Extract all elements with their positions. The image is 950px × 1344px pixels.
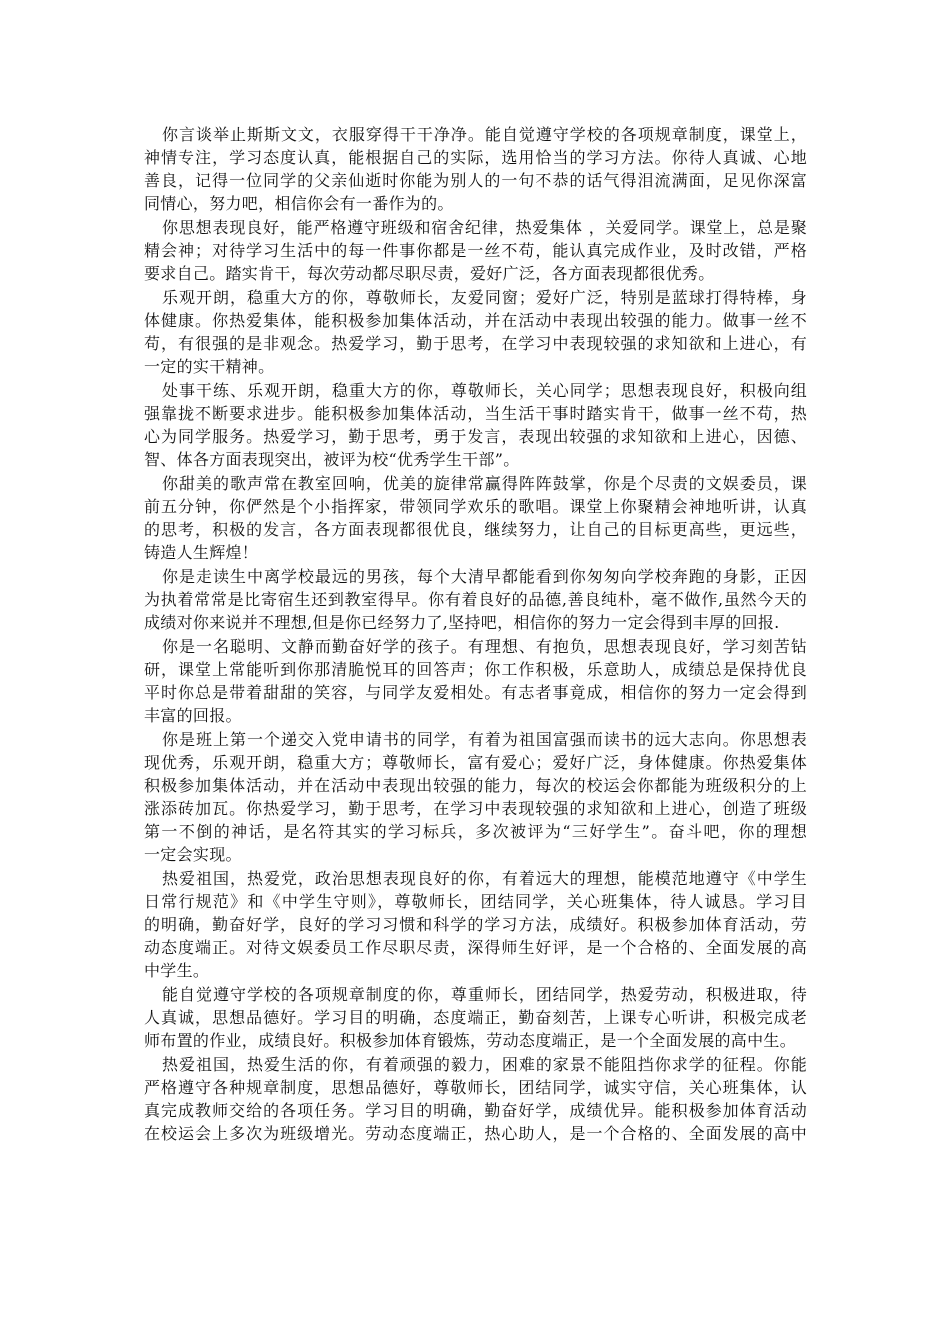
paragraph-line: 处事干练、乐观开朗，稳重大方的你，尊敬师长，关心同学；思想表现良好，积极向组	[162, 381, 807, 400]
paragraph-line: 你是一名聪明、文静而勤奋好学的孩子。有理想、有抱负，思想表现良好，学习刻苦钻	[162, 637, 807, 656]
paragraph-line: 成绩对你来说并不理想,但是你已经努力了,坚持吧，相信你的努力一定会得到丰厚的回报.	[144, 613, 780, 632]
comment-paragraph	[144, 379, 807, 471]
comment-paragraph	[144, 635, 807, 727]
paragraph-line: 你甜美的歌声常在教室回响，优美的旋律常赢得阵阵鼓掌，你是个尽责的文娱委员，课	[162, 474, 807, 493]
comment-paragraph	[144, 1053, 807, 1145]
comment-paragraph	[144, 216, 807, 285]
paragraph-line: 在校运会上多次为班级增光。劳动态度端正，热心助人，是一个合格的、全面发展的高中	[144, 1124, 807, 1143]
comment-paragraph	[144, 983, 807, 1052]
paragraph-line: 一定会实现。	[144, 845, 242, 864]
paragraph-line: 能自觉遵守学校的各项规章制度的你，尊重师长，团结同学，热爱劳动，积极进取，待	[162, 985, 807, 1004]
paragraph-line: 体健康。你热爱集体，能积极参加集体活动，并在活动中表现出较强的能力。做事一丝不	[144, 311, 807, 330]
paragraph-line: 的思考，积极的发言，各方面表现都很优良，继续努力，让自己的目标更高些，更远些，	[144, 520, 807, 539]
paragraph-line: 同情心，努力吧，相信你会有一番作为的。	[144, 194, 454, 213]
paragraph-line: 铸造人生辉煌！	[144, 543, 259, 562]
paragraph-line: 中学生。	[144, 961, 210, 980]
paragraph-line: 热爱祖国，热爱生活的你，有着顽强的毅力，困难的家景不能阻挡你求学的征程。你能	[162, 1055, 807, 1074]
paragraph-line: 真完成教师交给的各项任务。学习目的明确，勤奋好学，成绩优异。能积极参加体育活动	[144, 1101, 807, 1120]
comment-paragraph	[144, 472, 807, 564]
paragraph-line: 丰富的回报。	[144, 706, 242, 725]
comment-paragraph	[144, 123, 807, 215]
paragraph-line: 动态度端正。对待文娱委员工作尽职尽责，深得师生好评，是一个合格的、全面发展的高	[144, 938, 807, 957]
comment-paragraph	[144, 286, 807, 378]
paragraph-line: 你言谈举止斯斯文文，衣服穿得干干净净。能自觉遵守学校的各项规章制度，课堂上，	[162, 125, 807, 144]
paragraph-line: 涨添砖加瓦。你热爱学习，勤于思考，在学习中表现较强的求知欲和上进心，创造了班级	[144, 799, 807, 818]
paragraph-line: 善良，记得一位同学的父亲仙逝时你能为别人的一句不恭的话气得泪流满面，足见你深富	[144, 171, 807, 190]
paragraph-line: 前五分钟，你俨然是个小指挥家，带领同学欢乐的歌唱。课堂上你聚精会神地听讲，认真	[144, 497, 807, 516]
paragraph-line: 人真诚，思想品德好。学习目的明确，态度端正，勤奋刻苦，上课专心听讲，积极完成老	[144, 1008, 807, 1027]
paragraph-line: 平时你总是带着甜甜的笑容，与同学友爱相处。有志者事竟成，相信你的努力一定会得到	[144, 683, 807, 702]
paragraph-line: 精会神；对待学习生活中的每一件事你都是一丝不苟，能认真完成作业，及时改错，严格	[144, 241, 807, 260]
paragraph-line: 的明确，勤奋好学，良好的学习习惯和科学的学习方法，成绩好。积极参加体育活动，劳	[144, 915, 807, 934]
paragraph-line: 一定的实干精神。	[144, 357, 275, 376]
paragraph-line: 日常行规范》和《中学生守则》，尊敬师长，团结同学，关心班集体，待人诚恳。学习目	[144, 892, 807, 911]
paragraph-line: 你思想表现良好，能严格遵守班级和宿舍纪律，热爱集体 ，关爱同学。课堂上，总是聚	[162, 218, 807, 237]
paragraph-line: 神情专注，学习态度认真，能根据自己的实际，选用恰当的学习方法。你待人真诚、心地	[144, 148, 807, 167]
comment-paragraph	[144, 565, 807, 634]
paragraph-line: 现优秀，乐观开朗，稳重大方；尊敬师长，富有爱心；爱好广泛，身体健康。你热爱集体	[144, 753, 807, 772]
paragraph-line: 心为同学服务。热爱学习，勤于思考，勇于发言，表现出较强的求知欲和上进心，因德、	[144, 427, 807, 446]
paragraph-line: 第一不倒的神话，是名符其实的学习标兵，多次被评为“三好学生”。奋斗吧，你的理想	[144, 822, 807, 841]
paragraph-line: 师布置的作业，成绩良好。积极参加体育锻炼，劳动态度端正，是一个全面发展的高中生。	[144, 1031, 797, 1050]
paragraph-line: 要求自己。踏实肯干，每次劳动都尽职尽责，爱好广泛，各方面表现都很优秀。	[144, 264, 715, 283]
paragraph-line: 严格遵守各种规章制度，思想品德好，尊敬师长，团结同学，诚实守信，关心班集体，认	[144, 1078, 807, 1097]
paragraph-line: 智、体各方面表现突出，被评为校“优秀学生干部”。	[144, 450, 520, 469]
paragraph-line: 乐观开朗，稳重大方的你，尊敬师长，友爱同窗；爱好广泛，特别是蓝球打得特棒，身	[162, 288, 807, 307]
comment-paragraph	[144, 867, 807, 982]
paragraph-line: 你是班上第一个递交入党申请书的同学，有着为祖国富强而读书的远大志向。你思想表	[162, 730, 807, 749]
paragraph-line: 研，课堂上常能听到你那清脆悦耳的回答声；你工作积极，乐意助人，成绩总是保持优良	[144, 660, 807, 679]
paragraph-line: 强靠拢不断要求进步。能积极参加集体活动，当生活干事时踏实肯干，做事一丝不苟，热	[144, 404, 807, 423]
paragraph-line: 为执着常常是比寄宿生还到教室得早。你有着良好的品德,善良纯朴，毫不做作,虽然今天的	[144, 590, 807, 609]
document-body	[144, 123, 807, 1146]
paragraph-line: 你是走读生中离学校最远的男孩，每个大清早都能看到你匆匆向学校奔跑的身影，正因	[162, 567, 807, 586]
comment-paragraph	[144, 728, 807, 866]
paragraph-line: 热爱祖国，热爱党，政治思想表现良好的你，有着远大的理想，能模范地遵守《中学生	[162, 869, 807, 888]
paragraph-line: 积极参加集体活动，并在活动中表现出较强的能力，每次的校运会你都能为班级积分的上	[144, 776, 807, 795]
paragraph-line: 苟，有很强的是非观念。热爱学习，勤于思考，在学习中表现较强的求知欲和上进心，有	[144, 334, 807, 353]
